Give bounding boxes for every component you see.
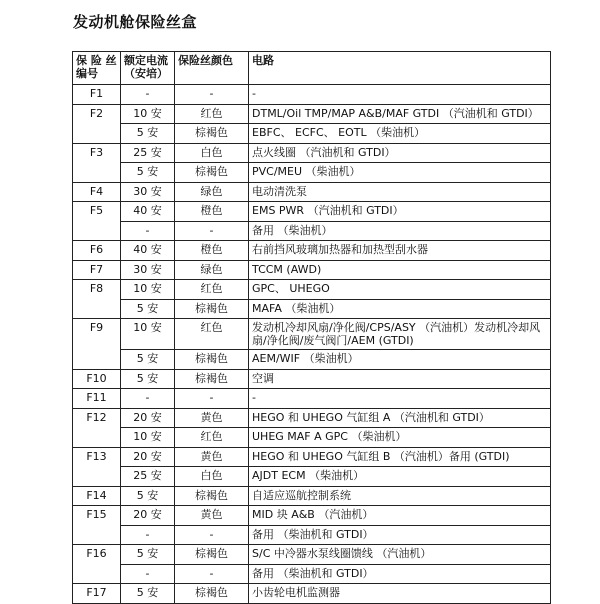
fuse-color-cell: 红色 bbox=[175, 319, 249, 350]
rating-cell: 10 安 bbox=[121, 280, 175, 300]
fuse-number-cell: F13 bbox=[73, 447, 121, 486]
rating-cell: 5 安 bbox=[121, 584, 175, 604]
rating-cell: 30 安 bbox=[121, 182, 175, 202]
rating-cell: - bbox=[121, 564, 175, 584]
fuse-number-cell: F1 bbox=[73, 85, 121, 105]
fuse-color-cell: 棕褐色 bbox=[175, 124, 249, 144]
rating-cell: 25 安 bbox=[121, 467, 175, 487]
fuse-color-cell: 红色 bbox=[175, 104, 249, 124]
table-row bbox=[73, 389, 551, 409]
circuit-cell: AEM/WIF （柴油机） bbox=[249, 350, 551, 370]
table-row bbox=[73, 280, 551, 300]
fuse-table-body bbox=[73, 85, 551, 604]
fuse-color-cell: 绿色 bbox=[175, 182, 249, 202]
fuse-number-cell: F16 bbox=[73, 545, 121, 584]
table-row bbox=[73, 221, 551, 241]
fuse-number-cell: F12 bbox=[73, 408, 121, 447]
rating-cell: 5 安 bbox=[121, 299, 175, 319]
circuit-cell: 点火线圈 （汽油机和 GTDI） bbox=[249, 143, 551, 163]
header-rating-line1: 额定电流 bbox=[124, 54, 168, 67]
rating-cell: 10 安 bbox=[121, 319, 175, 350]
table-row bbox=[73, 182, 551, 202]
fuse-color-cell: 红色 bbox=[175, 280, 249, 300]
rating-cell: 5 安 bbox=[121, 350, 175, 370]
fuse-number-cell: F14 bbox=[73, 486, 121, 506]
table-row bbox=[73, 104, 551, 124]
rating-cell: - bbox=[121, 525, 175, 545]
fuse-number-cell: F3 bbox=[73, 143, 121, 182]
fuse-color-cell: 棕褐色 bbox=[175, 584, 249, 604]
fuse-number-cell: F17 bbox=[73, 584, 121, 604]
table-row bbox=[73, 545, 551, 565]
circuit-cell: 发动机冷却风扇/净化阀/CPS/ASY （汽油机）发动机冷却风扇/净化阀/废气阀门/AEM (GTDI) bbox=[249, 319, 551, 350]
fuse-color-cell: 棕褐色 bbox=[175, 163, 249, 183]
circuit-cell: S/C 中冷器水泵线圈馈线 （汽油机） bbox=[249, 545, 551, 565]
circuit-cell: 右前挡风玻璃加热器和加热型刮水器 bbox=[249, 241, 551, 261]
rating-cell: - bbox=[121, 389, 175, 409]
fuse-color-cell: - bbox=[175, 389, 249, 409]
circuit-cell: 空调 bbox=[249, 369, 551, 389]
fuse-number-cell: F15 bbox=[73, 506, 121, 545]
fuse-number-cell: F8 bbox=[73, 280, 121, 319]
circuit-cell: HEGO 和 UHEGO 气缸组 A （汽油机和 GTDI） bbox=[249, 408, 551, 428]
fuse-number-cell: F9 bbox=[73, 319, 121, 370]
table-row bbox=[73, 299, 551, 319]
header-fuse-number bbox=[73, 52, 121, 85]
rating-cell: - bbox=[121, 85, 175, 105]
fuse-color-cell: 橙色 bbox=[175, 241, 249, 261]
circuit-cell: UHEG MAF A GPC （柴油机） bbox=[249, 428, 551, 448]
rating-cell: 20 安 bbox=[121, 506, 175, 526]
circuit-cell: PVC/MEU （柴油机） bbox=[249, 163, 551, 183]
fuse-number-cell: F2 bbox=[73, 104, 121, 143]
table-row bbox=[73, 202, 551, 222]
table-row bbox=[73, 260, 551, 280]
circuit-cell: 备用 （柴油机） bbox=[249, 221, 551, 241]
circuit-cell: DTML/Oil TMP/MAP A&B/MAF GTDI （汽油机和 GTDI） bbox=[249, 104, 551, 124]
circuit-cell: MID 块 A&B （汽油机） bbox=[249, 506, 551, 526]
header-rating-line2: （安培） bbox=[124, 67, 168, 80]
table-row bbox=[73, 428, 551, 448]
rating-cell: 5 安 bbox=[121, 163, 175, 183]
rating-cell: 30 安 bbox=[121, 260, 175, 280]
circuit-cell: 小齿轮电机监测器 bbox=[249, 584, 551, 604]
page-title: 发动机舱保险丝盒 bbox=[73, 13, 198, 31]
circuit-cell: 备用 （柴油机和 GTDI） bbox=[249, 564, 551, 584]
table-row bbox=[73, 506, 551, 526]
circuit-cell: - bbox=[249, 85, 551, 105]
fuse-number-cell: F7 bbox=[73, 260, 121, 280]
circuit-cell: EBFC、 ECFC、 EOTL （柴油机） bbox=[249, 124, 551, 144]
rating-cell: 40 安 bbox=[121, 202, 175, 222]
fuse-color-cell: 棕褐色 bbox=[175, 350, 249, 370]
fuse-color-cell: - bbox=[175, 85, 249, 105]
rating-cell: 5 安 bbox=[121, 486, 175, 506]
fuse-number-cell: F5 bbox=[73, 202, 121, 241]
fuse-color-cell: - bbox=[175, 525, 249, 545]
table-row bbox=[73, 85, 551, 105]
circuit-cell: TCCM (AWD) bbox=[249, 260, 551, 280]
header-fuse-number-line1: 保 险 丝 bbox=[76, 54, 117, 67]
rating-cell: 10 安 bbox=[121, 428, 175, 448]
rating-cell: 20 安 bbox=[121, 408, 175, 428]
table-row bbox=[73, 525, 551, 545]
rating-cell: - bbox=[121, 221, 175, 241]
table-row bbox=[73, 241, 551, 261]
table-row bbox=[73, 408, 551, 428]
header-color: 保险丝颜色 bbox=[175, 52, 249, 85]
table-row bbox=[73, 350, 551, 370]
fuse-number-cell: F6 bbox=[73, 241, 121, 261]
circuit-cell: EMS PWR （汽油机和 GTDI） bbox=[249, 202, 551, 222]
rating-cell: 20 安 bbox=[121, 447, 175, 467]
fuse-color-cell: 白色 bbox=[175, 143, 249, 163]
circuit-cell: AJDT ECM （柴油机） bbox=[249, 467, 551, 487]
circuit-cell: MAFA （柴油机） bbox=[249, 299, 551, 319]
table-row bbox=[73, 467, 551, 487]
fuse-number-cell: F11 bbox=[73, 389, 121, 409]
circuit-cell: 备用 （柴油机和 GTDI） bbox=[249, 525, 551, 545]
table-row bbox=[73, 564, 551, 584]
fuse-color-cell: - bbox=[175, 221, 249, 241]
fuse-color-cell: 红色 bbox=[175, 428, 249, 448]
table-row bbox=[73, 319, 551, 350]
fuse-table bbox=[72, 51, 551, 604]
table-row bbox=[73, 163, 551, 183]
rating-cell: 25 安 bbox=[121, 143, 175, 163]
circuit-cell: 自适应巡航控制系统 bbox=[249, 486, 551, 506]
header-fuse-number-line2: 编号 bbox=[76, 67, 98, 80]
fuse-color-cell: 棕褐色 bbox=[175, 545, 249, 565]
header-rating bbox=[121, 52, 175, 85]
fuse-number-cell: F10 bbox=[73, 369, 121, 389]
header-circuit: 电路 bbox=[249, 52, 551, 85]
fuse-color-cell: - bbox=[175, 564, 249, 584]
fuse-color-cell: 绿色 bbox=[175, 260, 249, 280]
table-row bbox=[73, 124, 551, 144]
fuse-color-cell: 黄色 bbox=[175, 447, 249, 467]
fuse-color-cell: 棕褐色 bbox=[175, 299, 249, 319]
table-row bbox=[73, 447, 551, 467]
fuse-color-cell: 棕褐色 bbox=[175, 486, 249, 506]
circuit-cell: HEGO 和 UHEGO 气缸组 B （汽油机）备用 (GTDI) bbox=[249, 447, 551, 467]
fuse-color-cell: 棕褐色 bbox=[175, 369, 249, 389]
table-row bbox=[73, 143, 551, 163]
table-header-row bbox=[73, 52, 551, 85]
fuse-color-cell: 黄色 bbox=[175, 506, 249, 526]
table-row bbox=[73, 584, 551, 604]
fuse-color-cell: 黄色 bbox=[175, 408, 249, 428]
circuit-cell: - bbox=[249, 389, 551, 409]
rating-cell: 5 安 bbox=[121, 545, 175, 565]
circuit-cell: GPC、 UHEGO bbox=[249, 280, 551, 300]
fuse-color-cell: 白色 bbox=[175, 467, 249, 487]
rating-cell: 5 安 bbox=[121, 124, 175, 144]
fuse-number-cell: F4 bbox=[73, 182, 121, 202]
rating-cell: 5 安 bbox=[121, 369, 175, 389]
rating-cell: 40 安 bbox=[121, 241, 175, 261]
circuit-cell: 电动清洗泵 bbox=[249, 182, 551, 202]
rating-cell: 10 安 bbox=[121, 104, 175, 124]
fuse-color-cell: 橙色 bbox=[175, 202, 249, 222]
table-row bbox=[73, 486, 551, 506]
table-row bbox=[73, 369, 551, 389]
